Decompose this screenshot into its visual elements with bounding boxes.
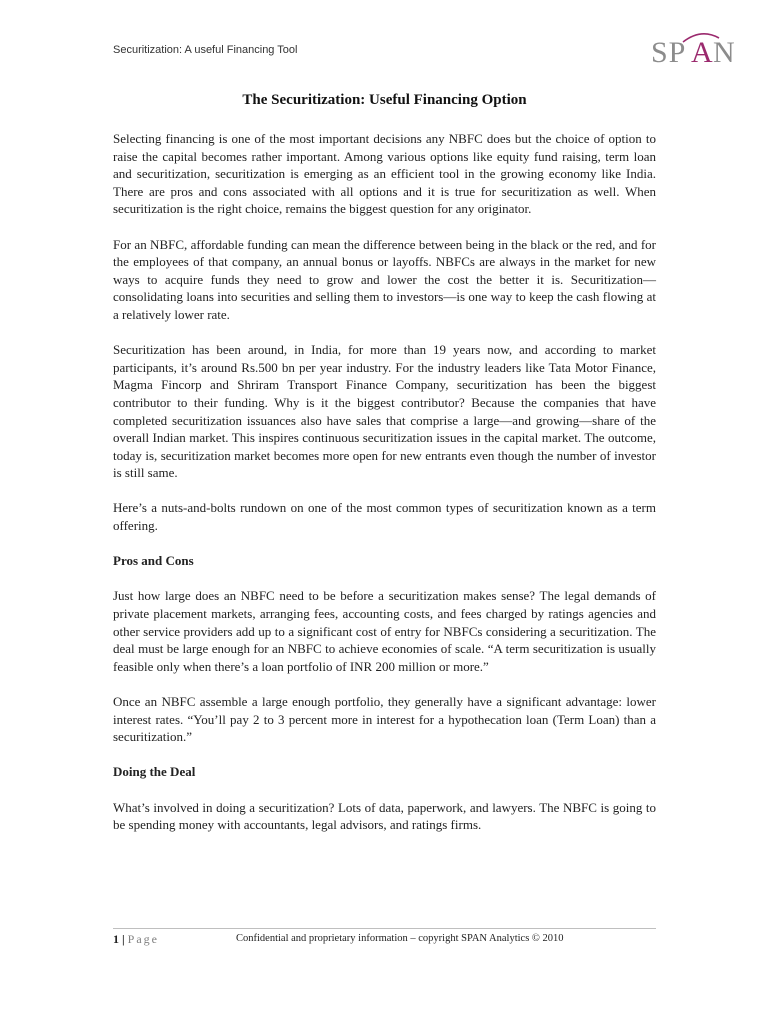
document-title: The Securitization: Useful Financing Option xyxy=(242,92,527,108)
paragraph: Just how large does an NBFC need to be before a securitization makes sense? The legal demands of private placement markets, arranging fees, accounting costs, and fees charged by ratings agencies and other service providers add up to a significant cost of entry for NBFCs considering a securitization. The deal must be large enough for an NBFC to achieve economies of scale. “A term securitization is usually feasible only when there’s a loan portfolio of INR 200 million or more.” xyxy=(113,588,656,674)
running-header-title: Securitization: A useful Financing Tool xyxy=(113,44,298,56)
paragraph: What’s involved in doing a securitization? Lots of data, paperwork, and lawyers. The NBFC is going to be spending money with accountants, legal advisors, and ratings firms. xyxy=(113,799,656,833)
footer-divider xyxy=(113,928,656,929)
svg-text:SP: SP xyxy=(651,36,687,68)
page-separator: | xyxy=(119,932,128,946)
copyright-note: Confidential and proprietary information – copyright SPAN Analytics © 2010 xyxy=(236,933,564,944)
svg-text:A: A xyxy=(691,36,713,68)
page-number: 1 xyxy=(113,932,119,946)
paragraph: Securitization has been around, in India, for more than 19 years now, and according to market participants, it’s around Rs.500 bn per year industry. For the industry leaders like Tata Motor Finance, Magma Fincorp and Shriram Transport Finance Company, securitization has been the biggest contributor to their funding. Why is it the biggest contributor? Because the companies that have completed securitization issuances also have sales that comprise a large—and growing—share of the overall Indian market. This inspires continuous securitization issues in the capital market. The outcome, today is, securitization market becomes more open for new entrants even though the number of investor is still same. xyxy=(113,342,656,481)
section-heading-doing-deal: Doing the Deal xyxy=(113,764,196,780)
paragraph: Once an NBFC assemble a large enough portfolio, they generally have a significant advantage: lower interest rates. “You’ll pay 2 to 3 percent more in interest for a hypothecation loan (Term Loan) than a securitization.” xyxy=(113,694,656,745)
paragraph: Here’s a nuts-and-bolts rundown on one of the most common types of securitization known as a term offering. xyxy=(113,500,656,534)
paragraph: For an NBFC, affordable funding can mean the difference between being in the black or the red, and for the employees of that company, an annual bonus or layoffs. NBFCs are always in the market for new ways to acquire funds they need to grow and lower the cost the better it is. Securitization—consolidating loans into securities and selling them to investors—is one way to keep the cash flowing at a relatively lower rate. xyxy=(113,236,656,322)
span-logo xyxy=(651,28,743,68)
document-body xyxy=(113,92,656,851)
section-heading-pros-cons: Pros and Cons xyxy=(113,553,194,569)
page-label: Page xyxy=(127,932,159,946)
svg-text:N: N xyxy=(713,36,735,68)
page-footer xyxy=(113,932,673,947)
paragraph: Selecting financing is one of the most important decisions any NBFC does but the choice of option to raise the capital becomes rather important. Among various options like equity fund raising, term loan and securitization, securitization is emerging as an efficient tool in the growing economy like India. There are pros and cons associated with all options and it is true for securitization as well. When securitization is the right choice, remains the biggest question for any originator. xyxy=(113,131,656,217)
